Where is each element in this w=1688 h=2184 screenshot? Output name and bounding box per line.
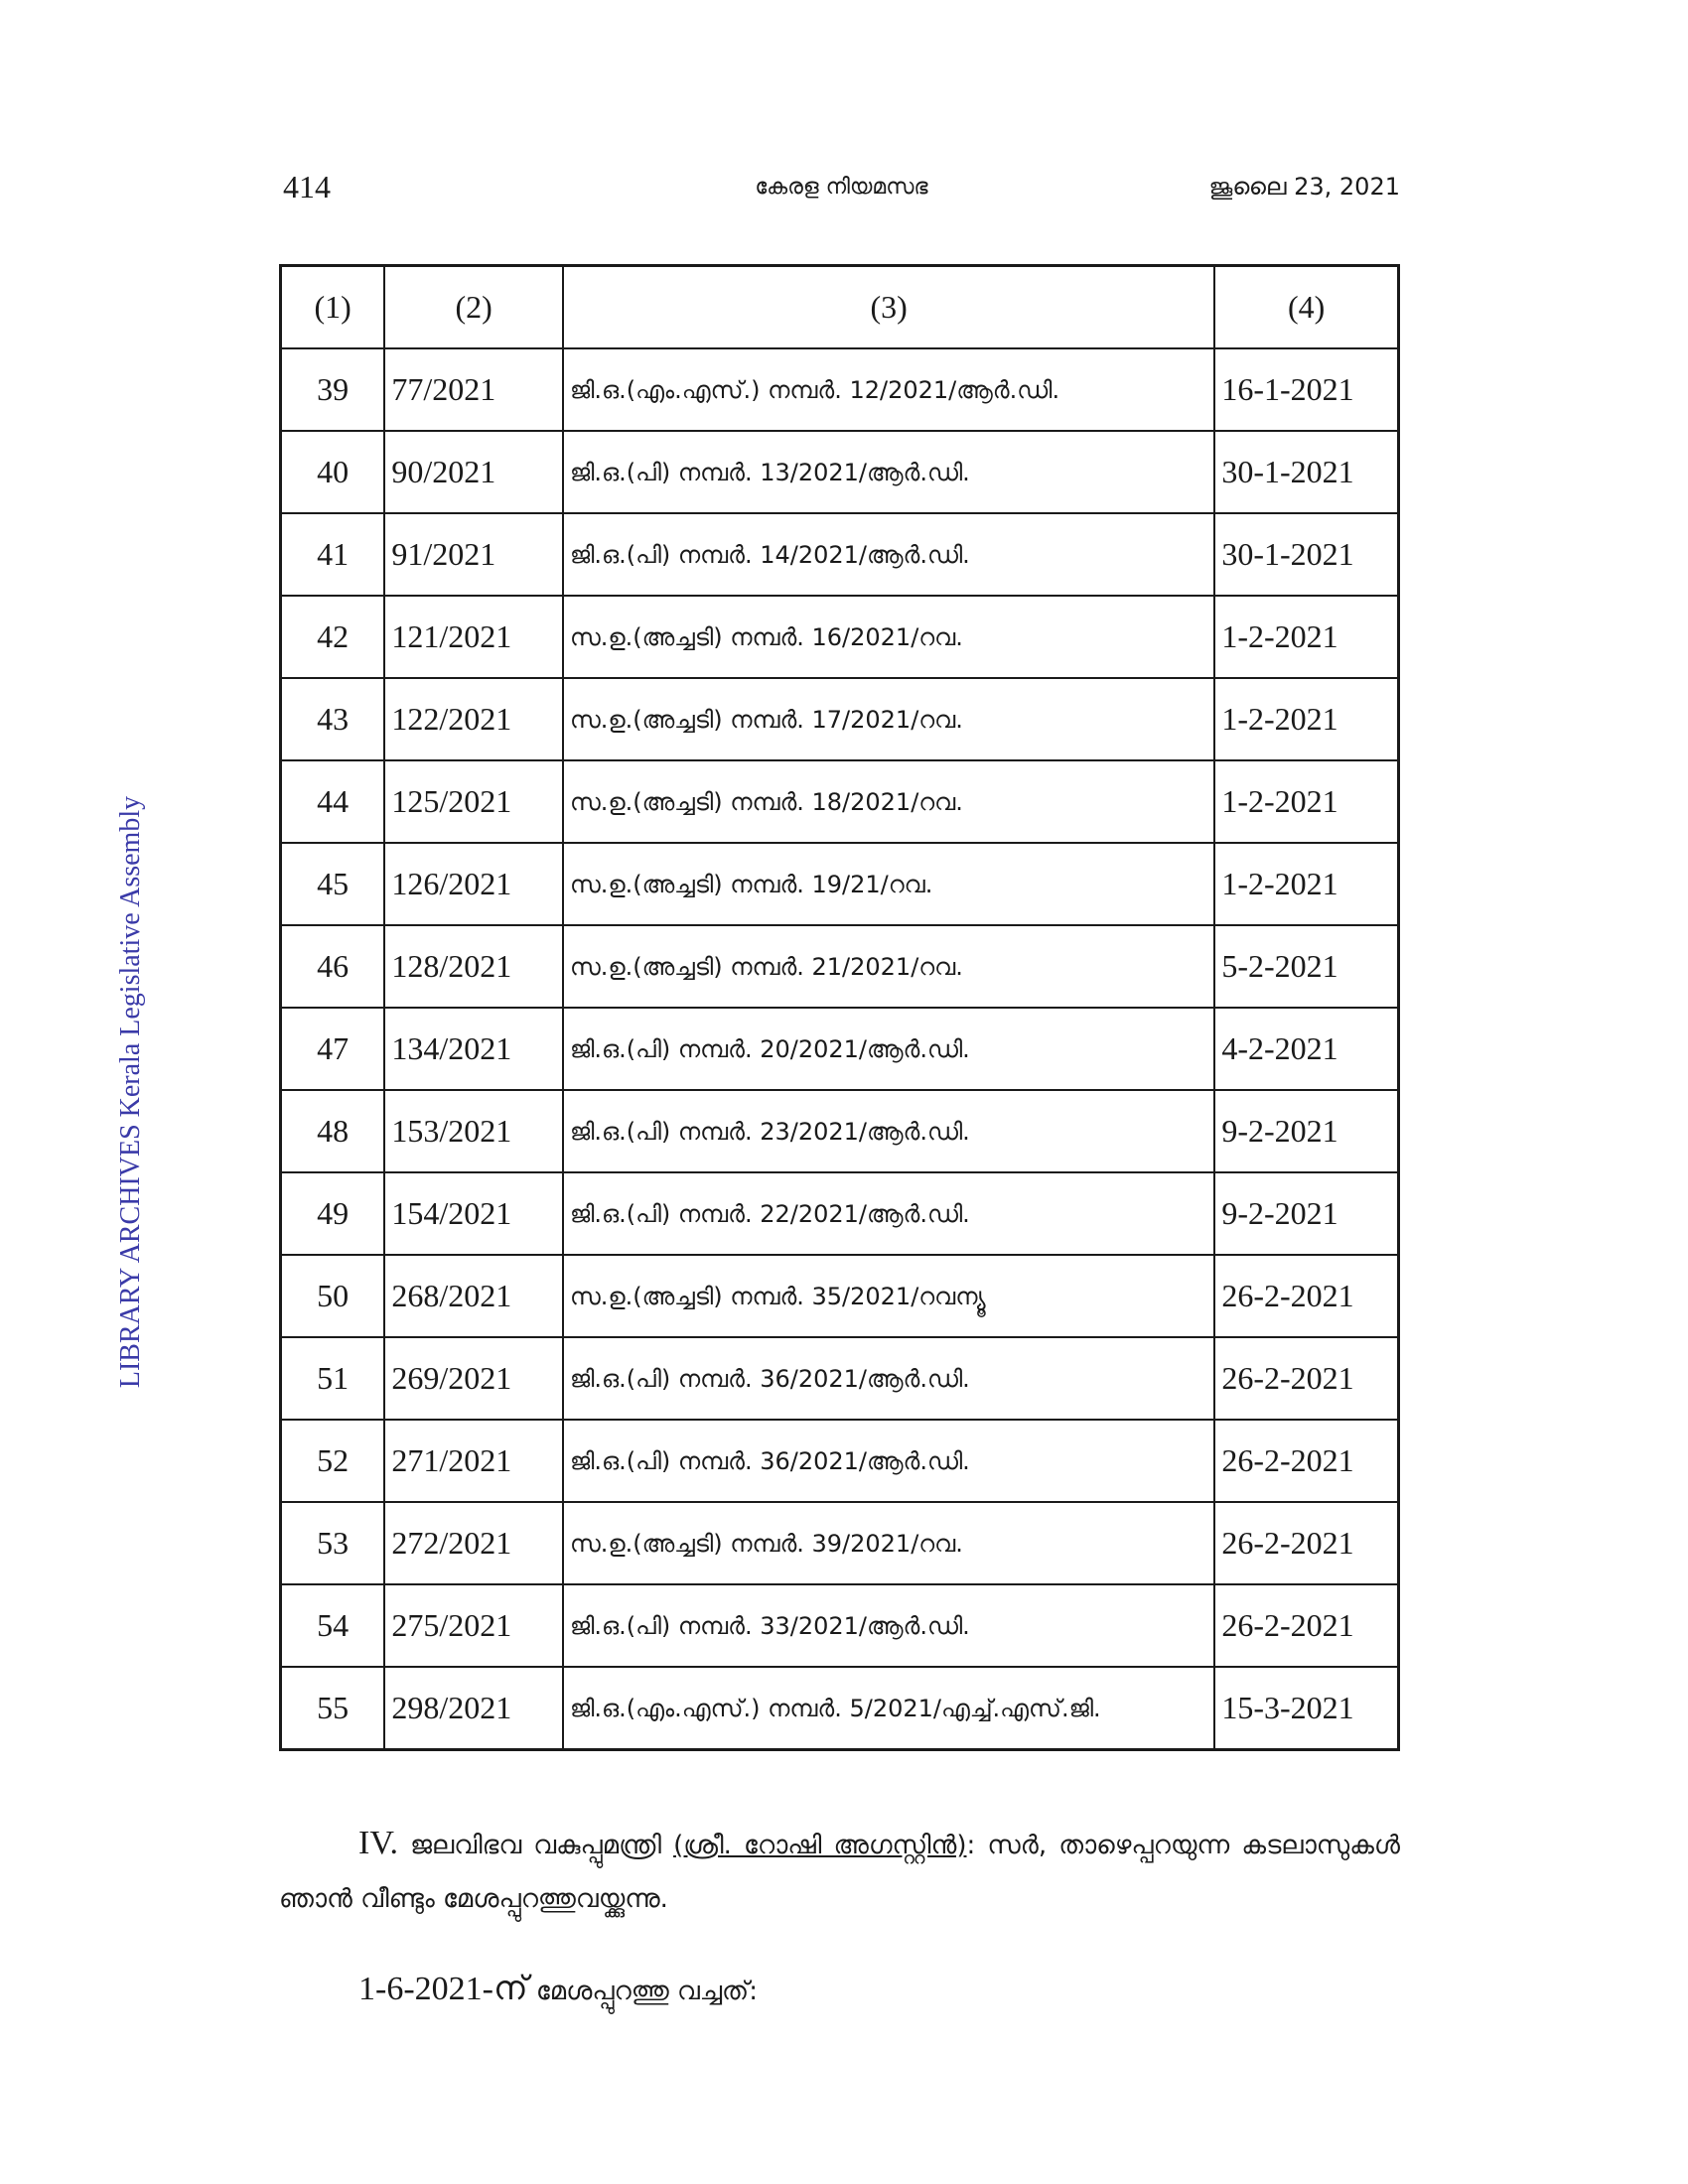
placed-date: 1-6-2021-ന്	[358, 1971, 528, 2007]
order-number-cell: സ.ഉ.(അച്ചടി) നമ്പർ. 17/2021/റവ.	[563, 678, 1214, 760]
document-register-table	[279, 264, 1400, 1751]
serial-number-cell: 45	[281, 843, 385, 925]
serial-number-cell: 53	[281, 1502, 385, 1584]
reference-number-cell: 154/2021	[384, 1172, 563, 1255]
reference-number-cell: 77/2021	[384, 348, 563, 431]
order-number-cell: ജി.ഒ.(എം.എസ്.) നമ്പർ. 5/2021/എച്ച്.എസ്.ജി.	[563, 1667, 1214, 1750]
serial-number-cell: 42	[281, 596, 385, 678]
table-row	[281, 843, 1399, 925]
date-cell: 15-3-2021	[1214, 1667, 1398, 1750]
serial-number-cell: 52	[281, 1420, 385, 1502]
table-row	[281, 513, 1399, 596]
reference-number-cell: 122/2021	[384, 678, 563, 760]
section-numeral: IV.	[358, 1825, 398, 1861]
header-date: ജൂലൈ 23, 2021	[1208, 173, 1400, 201]
serial-number-cell: 46	[281, 925, 385, 1008]
table-row	[281, 925, 1399, 1008]
reference-number-cell: 126/2021	[384, 843, 563, 925]
table-row	[281, 1502, 1399, 1584]
minister-name: (ശ്രീ. റോഷി അഗസ്റ്റിൻ)	[673, 1831, 967, 1860]
table-row	[281, 760, 1399, 843]
table-row	[281, 348, 1399, 431]
order-number-cell: സ.ഉ.(അച്ചടി) നമ്പർ. 39/2021/റവ.	[563, 1502, 1214, 1584]
table-row	[281, 1584, 1399, 1667]
date-cell: 9-2-2021	[1214, 1172, 1398, 1255]
date-cell: 5-2-2021	[1214, 925, 1398, 1008]
order-number-cell: സ.ഉ.(അച്ചടി) നമ്പർ. 19/21/റവ.	[563, 843, 1214, 925]
order-number-cell: ജി.ഒ.(പി) നമ്പർ. 13/2021/ആർ.ഡി.	[563, 431, 1214, 513]
date-cell: 4-2-2021	[1214, 1008, 1398, 1090]
date-cell: 9-2-2021	[1214, 1090, 1398, 1172]
table-row	[281, 1008, 1399, 1090]
table-row	[281, 1255, 1399, 1337]
order-number-cell: ജി.ഒ.(പി) നമ്പർ. 23/2021/ആർ.ഡി.	[563, 1090, 1214, 1172]
reference-number-cell: 121/2021	[384, 596, 563, 678]
placed-on-table-paragraph	[279, 1971, 1479, 2008]
order-number-cell: സ.ഉ.(അച്ചടി) നമ്പർ. 18/2021/റവ.	[563, 760, 1214, 843]
table-row	[281, 431, 1399, 513]
date-cell: 1-2-2021	[1214, 678, 1398, 760]
order-number-cell: ജി.ഒ.(പി) നമ്പർ. 36/2021/ആർ.ഡി.	[563, 1337, 1214, 1420]
reference-number-cell: 153/2021	[384, 1090, 563, 1172]
order-number-cell: സ.ഉ.(അച്ചടി) നമ്പർ. 35/2021/റവന്യൂ	[563, 1255, 1214, 1337]
table-row	[281, 596, 1399, 678]
reference-number-cell: 272/2021	[384, 1502, 563, 1584]
serial-number-cell: 40	[281, 431, 385, 513]
table-row	[281, 1337, 1399, 1420]
date-cell: 26-2-2021	[1214, 1337, 1398, 1420]
statement-text: : സർ, താഴെപ്പറയുന്ന കടലാസുകൾ ഞാൻ വീണ്ടും മേശപ്പുറത്തുവയ്ക്കുന്നു.	[279, 1831, 1401, 1914]
order-number-cell: ജി.ഒ.(പി) നമ്പർ. 33/2021/ആർ.ഡി.	[563, 1584, 1214, 1667]
running-title: കേരള നിയമസഭ	[755, 175, 928, 200]
table-body	[281, 348, 1399, 1750]
date-cell: 1-2-2021	[1214, 596, 1398, 678]
order-number-cell: സ.ഉ.(അച്ചടി) നമ്പർ. 16/2021/റവ.	[563, 596, 1214, 678]
column-header-1: (1)	[281, 266, 385, 349]
order-number-cell: സ.ഉ.(അച്ചടി) നമ്പർ. 21/2021/റവ.	[563, 925, 1214, 1008]
page-number: 414	[283, 169, 331, 205]
reference-number-cell: 271/2021	[384, 1420, 563, 1502]
minister-statement-paragraph	[279, 1817, 1400, 1926]
date-cell: 16-1-2021	[1214, 348, 1398, 431]
serial-number-cell: 48	[281, 1090, 385, 1172]
date-cell: 30-1-2021	[1214, 513, 1398, 596]
reference-number-cell: 125/2021	[384, 760, 563, 843]
table-header-row	[281, 266, 1399, 349]
date-cell: 26-2-2021	[1214, 1255, 1398, 1337]
serial-number-cell: 54	[281, 1584, 385, 1667]
archive-watermark: LIBRARY ARCHIVES Kerala Legislative Assembly	[115, 795, 146, 1389]
serial-number-cell: 44	[281, 760, 385, 843]
date-cell: 26-2-2021	[1214, 1420, 1398, 1502]
table-row	[281, 1172, 1399, 1255]
date-cell: 26-2-2021	[1214, 1502, 1398, 1584]
date-cell: 26-2-2021	[1214, 1584, 1398, 1667]
order-number-cell: ജി.ഒ.(പി) നമ്പർ. 20/2021/ആർ.ഡി.	[563, 1008, 1214, 1090]
table-row	[281, 678, 1399, 760]
reference-number-cell: 90/2021	[384, 431, 563, 513]
table-row	[281, 1667, 1399, 1750]
page-header	[283, 169, 1400, 208]
placed-text: മേശപ്പുറത്തു വച്ചത്:	[535, 1977, 758, 2006]
order-number-cell: ജി.ഒ.(എം.എസ്.) നമ്പർ. 12/2021/ആർ.ഡി.	[563, 348, 1214, 431]
order-number-cell: ജി.ഒ.(പി) നമ്പർ. 36/2021/ആർ.ഡി.	[563, 1420, 1214, 1502]
date-cell: 30-1-2021	[1214, 431, 1398, 513]
reference-number-cell: 91/2021	[384, 513, 563, 596]
column-header-4: (4)	[1214, 266, 1398, 349]
column-header-3: (3)	[563, 266, 1214, 349]
date-cell: 1-2-2021	[1214, 843, 1398, 925]
order-number-cell: ജി.ഒ.(പി) നമ്പർ. 22/2021/ആർ.ഡി.	[563, 1172, 1214, 1255]
order-number-cell: ജി.ഒ.(പി) നമ്പർ. 14/2021/ആർ.ഡി.	[563, 513, 1214, 596]
serial-number-cell: 49	[281, 1172, 385, 1255]
reference-number-cell: 275/2021	[384, 1584, 563, 1667]
serial-number-cell: 55	[281, 1667, 385, 1750]
serial-number-cell: 50	[281, 1255, 385, 1337]
serial-number-cell: 39	[281, 348, 385, 431]
reference-number-cell: 268/2021	[384, 1255, 563, 1337]
serial-number-cell: 41	[281, 513, 385, 596]
reference-number-cell: 134/2021	[384, 1008, 563, 1090]
reference-number-cell: 128/2021	[384, 925, 563, 1008]
table-row	[281, 1090, 1399, 1172]
serial-number-cell: 43	[281, 678, 385, 760]
serial-number-cell: 47	[281, 1008, 385, 1090]
date-cell: 1-2-2021	[1214, 760, 1398, 843]
column-header-2: (2)	[384, 266, 563, 349]
reference-number-cell: 298/2021	[384, 1667, 563, 1750]
reference-number-cell: 269/2021	[384, 1337, 563, 1420]
table-row	[281, 1420, 1399, 1502]
statement-lead: ജലവിഭവ വകുപ്പുമന്ത്രി	[410, 1831, 661, 1860]
serial-number-cell: 51	[281, 1337, 385, 1420]
